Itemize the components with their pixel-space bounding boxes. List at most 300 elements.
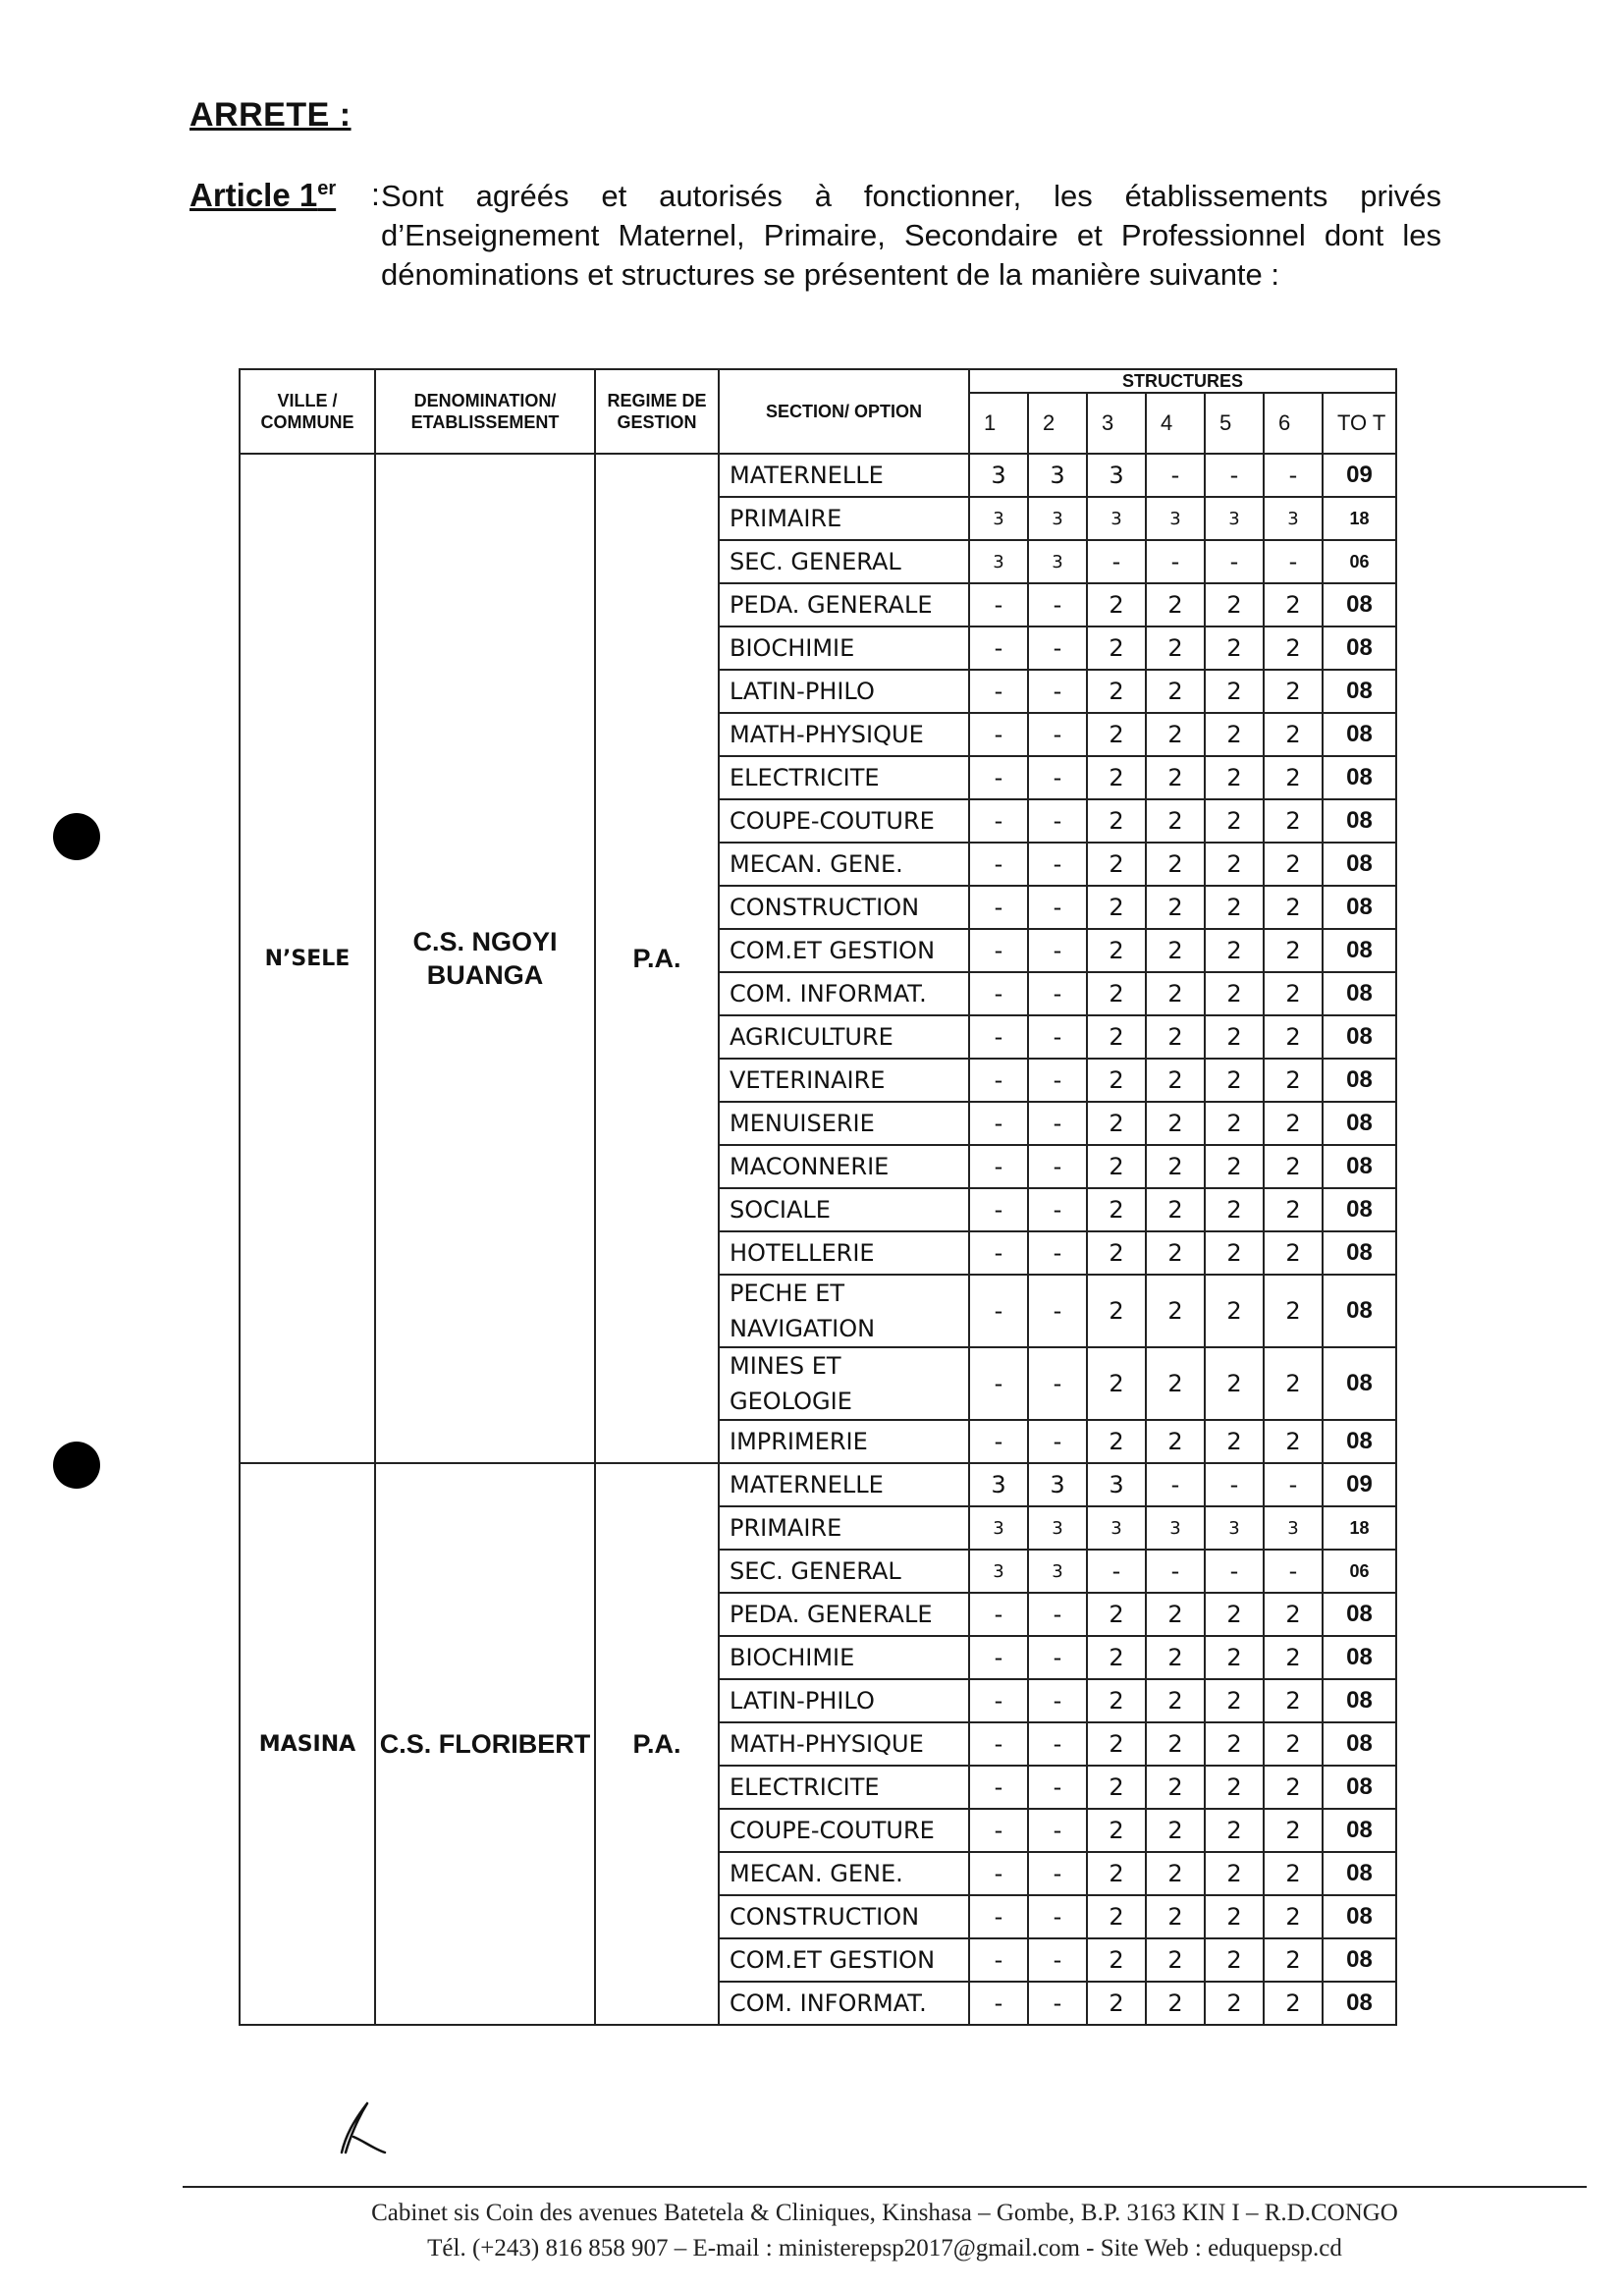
level-6-cell: 2	[1264, 1895, 1323, 1938]
level-1-cell: -	[969, 1145, 1028, 1188]
level-1-cell: -	[969, 1231, 1028, 1275]
level-5-cell: 2	[1205, 1275, 1264, 1347]
level-5-cell: 2	[1205, 1231, 1264, 1275]
commune-cell: MASINA	[240, 1463, 375, 2025]
level-4-cell: 2	[1146, 1145, 1205, 1188]
level-2-cell: -	[1028, 1852, 1087, 1895]
level-4-cell: 2	[1146, 626, 1205, 670]
header-regime: REGIME DE GESTION	[595, 369, 719, 454]
option-cell: MATERNELLE	[719, 454, 969, 497]
level-4-cell: 2	[1146, 1809, 1205, 1852]
level-4-cell: 2	[1146, 1895, 1205, 1938]
option-cell: MATH-PHYSIQUE	[719, 713, 969, 756]
total-cell: 08	[1323, 1015, 1396, 1059]
level-5-cell: 2	[1205, 1059, 1264, 1102]
level-4-cell: 3	[1146, 497, 1205, 540]
header-level-4: 4	[1146, 393, 1205, 454]
total-cell: 08	[1323, 713, 1396, 756]
level-6-cell: 2	[1264, 1015, 1323, 1059]
level-2-cell: -	[1028, 583, 1087, 626]
level-4-cell: 2	[1146, 1420, 1205, 1463]
level-1-cell: -	[969, 1938, 1028, 1982]
level-3-cell: 2	[1087, 843, 1146, 886]
level-5-cell: -	[1205, 1550, 1264, 1593]
option-cell: LATIN-PHILO	[719, 1679, 969, 1722]
table-row	[240, 1463, 1396, 1506]
level-5-cell: 2	[1205, 1420, 1264, 1463]
level-6-cell: 2	[1264, 1231, 1323, 1275]
total-cell: 08	[1323, 756, 1396, 799]
level-2-cell: -	[1028, 972, 1087, 1015]
level-2-cell: -	[1028, 1102, 1087, 1145]
level-3-cell: 2	[1087, 1347, 1146, 1420]
level-5-cell: 2	[1205, 929, 1264, 972]
level-2-cell: -	[1028, 1347, 1087, 1420]
level-1-cell: -	[969, 929, 1028, 972]
level-4-cell: -	[1146, 1463, 1205, 1506]
option-cell: COUPE-COUTURE	[719, 799, 969, 843]
level-4-cell: 2	[1146, 1636, 1205, 1679]
header-level-2: 2	[1028, 393, 1087, 454]
level-5-cell: 2	[1205, 626, 1264, 670]
level-6-cell: -	[1264, 1550, 1323, 1593]
level-3-cell: -	[1087, 540, 1146, 583]
level-4-cell: 2	[1146, 670, 1205, 713]
header-total: TO T	[1323, 393, 1396, 454]
total-cell: 09	[1323, 1463, 1396, 1506]
option-cell: VETERINAIRE	[719, 1059, 969, 1102]
level-3-cell: 3	[1087, 454, 1146, 497]
level-3-cell: 3	[1087, 1463, 1146, 1506]
level-1-cell: -	[969, 1059, 1028, 1102]
level-1-cell: -	[969, 1188, 1028, 1231]
option-cell: COM. INFORMAT.	[719, 972, 969, 1015]
level-1-cell: -	[969, 756, 1028, 799]
level-4-cell: 2	[1146, 1982, 1205, 2025]
level-6-cell: 2	[1264, 1420, 1323, 1463]
level-2-cell: -	[1028, 886, 1087, 929]
level-6-cell: 2	[1264, 1982, 1323, 2025]
total-cell: 08	[1323, 583, 1396, 626]
total-cell: 08	[1323, 1593, 1396, 1636]
level-2-cell: -	[1028, 756, 1087, 799]
level-5-cell: -	[1205, 540, 1264, 583]
level-5-cell: 2	[1205, 1982, 1264, 2025]
level-2-cell: -	[1028, 1593, 1087, 1636]
level-1-cell: -	[969, 670, 1028, 713]
level-1-cell: 3	[969, 1550, 1028, 1593]
level-6-cell: 2	[1264, 713, 1323, 756]
level-3-cell: 2	[1087, 1722, 1146, 1766]
total-cell: 08	[1323, 886, 1396, 929]
total-cell: 06	[1323, 1550, 1396, 1593]
level-4-cell: 2	[1146, 1766, 1205, 1809]
level-3-cell: 2	[1087, 1015, 1146, 1059]
option-cell: MENUISERIE	[719, 1102, 969, 1145]
level-4-cell: 3	[1146, 1506, 1205, 1550]
total-cell: 08	[1323, 843, 1396, 886]
punch-hole-top	[53, 813, 100, 860]
header-level-1: 1	[969, 393, 1028, 454]
level-4-cell: 2	[1146, 1231, 1205, 1275]
level-1-cell: 3	[969, 1463, 1028, 1506]
level-5-cell: 2	[1205, 972, 1264, 1015]
option-cell: BIOCHIMIE	[719, 626, 969, 670]
article-superscript: er	[317, 178, 337, 199]
total-cell: 08	[1323, 1722, 1396, 1766]
option-cell: SEC. GENERAL	[719, 1550, 969, 1593]
level-4-cell: 2	[1146, 583, 1205, 626]
total-cell: 08	[1323, 626, 1396, 670]
level-4-cell: 2	[1146, 843, 1205, 886]
level-4-cell: 2	[1146, 1938, 1205, 1982]
level-5-cell: 2	[1205, 1347, 1264, 1420]
total-cell: 08	[1323, 1766, 1396, 1809]
level-3-cell: 2	[1087, 929, 1146, 972]
option-cell: PEDA. GENERALE	[719, 583, 969, 626]
level-3-cell: 2	[1087, 1420, 1146, 1463]
total-cell: 08	[1323, 1420, 1396, 1463]
level-5-cell: 2	[1205, 843, 1264, 886]
level-3-cell: 2	[1087, 670, 1146, 713]
header-ville: VILLE / COMMUNE	[240, 369, 375, 454]
total-cell: 08	[1323, 972, 1396, 1015]
level-4-cell: 2	[1146, 1015, 1205, 1059]
level-5-cell: 2	[1205, 1188, 1264, 1231]
level-4-cell: 2	[1146, 972, 1205, 1015]
option-cell: IMPRIMERIE	[719, 1420, 969, 1463]
level-6-cell: 2	[1264, 929, 1323, 972]
establishment-cell: C.S. NGOYI BUANGA	[375, 454, 595, 1463]
establishment-cell: C.S. FLORIBERT	[375, 1463, 595, 2025]
level-5-cell: -	[1205, 454, 1264, 497]
level-2-cell: -	[1028, 929, 1087, 972]
total-cell: 06	[1323, 540, 1396, 583]
total-cell: 08	[1323, 1347, 1396, 1420]
commune-cell: N’SELE	[240, 454, 375, 1463]
total-cell: 08	[1323, 1679, 1396, 1722]
total-cell: 08	[1323, 1188, 1396, 1231]
total-cell: 08	[1323, 1982, 1396, 2025]
level-2-cell: -	[1028, 1015, 1087, 1059]
header-section: SECTION/ OPTION	[719, 369, 969, 454]
level-6-cell: 2	[1264, 1102, 1323, 1145]
level-2-cell: -	[1028, 1059, 1087, 1102]
level-5-cell: 2	[1205, 1809, 1264, 1852]
total-cell: 08	[1323, 1059, 1396, 1102]
total-cell: 18	[1323, 1506, 1396, 1550]
level-1-cell: -	[969, 1982, 1028, 2025]
level-3-cell: 2	[1087, 1938, 1146, 1982]
level-4-cell: 2	[1146, 1852, 1205, 1895]
level-1-cell: -	[969, 1679, 1028, 1722]
level-6-cell: 2	[1264, 1347, 1323, 1420]
level-3-cell: 2	[1087, 1679, 1146, 1722]
level-2-cell: 3	[1028, 1463, 1087, 1506]
level-2-cell: -	[1028, 1895, 1087, 1938]
option-cell: COM.ET GESTION	[719, 1938, 969, 1982]
level-6-cell: -	[1264, 540, 1323, 583]
level-2-cell: -	[1028, 1938, 1087, 1982]
level-6-cell: 2	[1264, 843, 1323, 886]
option-cell: COM. INFORMAT.	[719, 1982, 969, 2025]
level-3-cell: -	[1087, 1550, 1146, 1593]
level-3-cell: 2	[1087, 1766, 1146, 1809]
header-level-3: 3	[1087, 393, 1146, 454]
level-6-cell: 2	[1264, 1722, 1323, 1766]
level-3-cell: 2	[1087, 1895, 1146, 1938]
level-6-cell: 2	[1264, 972, 1323, 1015]
level-5-cell: 3	[1205, 1506, 1264, 1550]
option-cell: PEDA. GENERALE	[719, 1593, 969, 1636]
level-2-cell: -	[1028, 713, 1087, 756]
footer-address: Cabinet sis Coin des avenues Batetela & Cliniques, Kinshasa – Gombe, B.P. 3163 KIN I – R.D.CONGO	[371, 2200, 1398, 2226]
option-cell: MATH-PHYSIQUE	[719, 1722, 969, 1766]
article-body: Sont agréés et autorisés à fonctionner, les établissements privés d’Enseignement Maternel, Primaire, Secondaire et Professionnel dont les dénominations et structures se présentent de la manière suivante :	[381, 179, 1441, 292]
level-6-cell: 3	[1264, 1506, 1323, 1550]
level-6-cell: 2	[1264, 1145, 1323, 1188]
level-1-cell: -	[969, 972, 1028, 1015]
option-cell: BIOCHIMIE	[719, 1636, 969, 1679]
level-4-cell: 2	[1146, 1679, 1205, 1722]
level-5-cell: 2	[1205, 1852, 1264, 1895]
level-2-cell: -	[1028, 843, 1087, 886]
level-2-cell: -	[1028, 1636, 1087, 1679]
level-4-cell: 2	[1146, 799, 1205, 843]
option-cell: PECHE ET NAVIGATION	[719, 1275, 969, 1347]
level-3-cell: 2	[1087, 1852, 1146, 1895]
level-1-cell: -	[969, 1766, 1028, 1809]
level-3-cell: 2	[1087, 1231, 1146, 1275]
level-3-cell: 2	[1087, 713, 1146, 756]
option-cell: PRIMAIRE	[719, 497, 969, 540]
total-cell: 08	[1323, 1636, 1396, 1679]
total-cell: 09	[1323, 454, 1396, 497]
level-2-cell: -	[1028, 1188, 1087, 1231]
level-1-cell: -	[969, 583, 1028, 626]
option-cell: COM.ET GESTION	[719, 929, 969, 972]
level-2-cell: -	[1028, 1766, 1087, 1809]
level-6-cell: 2	[1264, 1766, 1323, 1809]
option-cell: MINES ET GEOLOGIE	[719, 1347, 969, 1420]
option-cell: ELECTRICITE	[719, 1766, 969, 1809]
level-1-cell: -	[969, 1636, 1028, 1679]
option-cell: HOTELLERIE	[719, 1231, 969, 1275]
level-1-cell: -	[969, 1722, 1028, 1766]
level-2-cell: 3	[1028, 1550, 1087, 1593]
footer-contact: Tél. (+243) 816 858 907 – E-mail : ministerepsp2017@gmail.com - Site Web : eduquepsp.cd	[427, 2235, 1342, 2261]
total-cell: 18	[1323, 497, 1396, 540]
option-cell: ELECTRICITE	[719, 756, 969, 799]
level-3-cell: 2	[1087, 1188, 1146, 1231]
level-3-cell: 2	[1087, 1059, 1146, 1102]
level-5-cell: 2	[1205, 799, 1264, 843]
level-2-cell: -	[1028, 1982, 1087, 2025]
level-5-cell: 2	[1205, 1636, 1264, 1679]
level-1-cell: -	[969, 1895, 1028, 1938]
level-1-cell: 3	[969, 540, 1028, 583]
total-cell: 08	[1323, 929, 1396, 972]
level-4-cell: 2	[1146, 1059, 1205, 1102]
level-5-cell: 2	[1205, 1722, 1264, 1766]
level-6-cell: 2	[1264, 1188, 1323, 1231]
level-6-cell: -	[1264, 1463, 1323, 1506]
level-6-cell: 2	[1264, 583, 1323, 626]
level-2-cell: 3	[1028, 1506, 1087, 1550]
level-5-cell: 2	[1205, 1895, 1264, 1938]
level-6-cell: 2	[1264, 886, 1323, 929]
level-3-cell: 2	[1087, 1593, 1146, 1636]
level-5-cell: -	[1205, 1463, 1264, 1506]
level-6-cell: 2	[1264, 1679, 1323, 1722]
level-1-cell: -	[969, 1275, 1028, 1347]
level-4-cell: 2	[1146, 1347, 1205, 1420]
total-cell: 08	[1323, 670, 1396, 713]
level-5-cell: 2	[1205, 670, 1264, 713]
level-4-cell: 2	[1146, 929, 1205, 972]
level-4-cell: -	[1146, 454, 1205, 497]
level-6-cell: 2	[1264, 1593, 1323, 1636]
level-4-cell: -	[1146, 1550, 1205, 1593]
option-cell: PRIMAIRE	[719, 1506, 969, 1550]
punch-hole-bottom	[53, 1442, 100, 1489]
level-3-cell: 2	[1087, 1275, 1146, 1347]
level-2-cell: -	[1028, 1722, 1087, 1766]
total-cell: 08	[1323, 1852, 1396, 1895]
level-3-cell: 2	[1087, 799, 1146, 843]
article-label	[189, 177, 336, 214]
level-6-cell: 2	[1264, 1852, 1323, 1895]
level-6-cell: 2	[1264, 756, 1323, 799]
level-2-cell: -	[1028, 626, 1087, 670]
level-5-cell: 2	[1205, 1015, 1264, 1059]
level-3-cell: 2	[1087, 1102, 1146, 1145]
initials-signature	[334, 2092, 393, 2160]
level-3-cell: 2	[1087, 1809, 1146, 1852]
header-denomination: DENOMINATION/ ETABLISSEMENT	[375, 369, 595, 454]
page-heading: ARRETE :	[189, 96, 352, 134]
level-2-cell: -	[1028, 670, 1087, 713]
level-5-cell: 2	[1205, 756, 1264, 799]
header-structures: STRUCTURES	[969, 369, 1396, 393]
level-1-cell: -	[969, 1809, 1028, 1852]
level-5-cell: 2	[1205, 1593, 1264, 1636]
level-4-cell: 2	[1146, 1275, 1205, 1347]
level-6-cell: 2	[1264, 670, 1323, 713]
level-4-cell: 2	[1146, 886, 1205, 929]
option-cell: SOCIALE	[719, 1188, 969, 1231]
level-2-cell: 3	[1028, 497, 1087, 540]
option-cell: MECAN. GENE.	[719, 1852, 969, 1895]
level-1-cell: -	[969, 1852, 1028, 1895]
level-1-cell: 3	[969, 1506, 1028, 1550]
level-2-cell: -	[1028, 799, 1087, 843]
option-cell: MACONNERIE	[719, 1145, 969, 1188]
level-3-cell: 3	[1087, 1506, 1146, 1550]
level-3-cell: 2	[1087, 1982, 1146, 2025]
level-6-cell: 2	[1264, 1275, 1323, 1347]
regime-cell: P.A.	[595, 1463, 719, 2025]
level-5-cell: 2	[1205, 886, 1264, 929]
level-2-cell: 3	[1028, 454, 1087, 497]
level-5-cell: 2	[1205, 1679, 1264, 1722]
level-3-cell: 3	[1087, 497, 1146, 540]
level-4-cell: 2	[1146, 1722, 1205, 1766]
level-4-cell: 2	[1146, 1188, 1205, 1231]
level-3-cell: 2	[1087, 756, 1146, 799]
level-2-cell: -	[1028, 1145, 1087, 1188]
table-row	[240, 454, 1396, 497]
header-level-5: 5	[1205, 393, 1264, 454]
option-cell: SEC. GENERAL	[719, 540, 969, 583]
level-1-cell: -	[969, 626, 1028, 670]
level-4-cell: 2	[1146, 756, 1205, 799]
level-3-cell: 2	[1087, 1636, 1146, 1679]
level-6-cell: 2	[1264, 1636, 1323, 1679]
level-6-cell: 2	[1264, 626, 1323, 670]
level-1-cell: -	[969, 1102, 1028, 1145]
footer-divider	[183, 2186, 1587, 2188]
level-6-cell: 2	[1264, 1938, 1323, 1982]
option-cell: MATERNELLE	[719, 1463, 969, 1506]
level-2-cell: -	[1028, 1809, 1087, 1852]
option-cell: MECAN. GENE.	[719, 843, 969, 886]
total-cell: 08	[1323, 1275, 1396, 1347]
table-body	[240, 454, 1396, 2025]
option-cell: CONSTRUCTION	[719, 1895, 969, 1938]
option-cell: LATIN-PHILO	[719, 670, 969, 713]
article-number: Article 1	[189, 177, 318, 213]
level-1-cell: -	[969, 1015, 1028, 1059]
level-5-cell: 2	[1205, 1145, 1264, 1188]
level-5-cell: 2	[1205, 1102, 1264, 1145]
level-1-cell: 3	[969, 454, 1028, 497]
level-2-cell: -	[1028, 1420, 1087, 1463]
structures-table	[239, 368, 1397, 2026]
level-1-cell: -	[969, 886, 1028, 929]
regime-cell: P.A.	[595, 454, 719, 1463]
level-2-cell: 3	[1028, 540, 1087, 583]
level-1-cell: -	[969, 1593, 1028, 1636]
level-3-cell: 2	[1087, 1145, 1146, 1188]
level-3-cell: 2	[1087, 886, 1146, 929]
level-4-cell: -	[1146, 540, 1205, 583]
level-6-cell: 2	[1264, 1059, 1323, 1102]
level-1-cell: -	[969, 1347, 1028, 1420]
total-cell: 08	[1323, 1809, 1396, 1852]
total-cell: 08	[1323, 1102, 1396, 1145]
level-2-cell: -	[1028, 1275, 1087, 1347]
total-cell: 08	[1323, 1145, 1396, 1188]
level-1-cell: -	[969, 799, 1028, 843]
level-3-cell: 2	[1087, 972, 1146, 1015]
level-4-cell: 2	[1146, 1102, 1205, 1145]
total-cell: 08	[1323, 1895, 1396, 1938]
level-1-cell: -	[969, 1420, 1028, 1463]
total-cell: 08	[1323, 1231, 1396, 1275]
level-4-cell: 2	[1146, 713, 1205, 756]
level-2-cell: -	[1028, 1679, 1087, 1722]
level-6-cell: 3	[1264, 497, 1323, 540]
level-4-cell: 2	[1146, 1593, 1205, 1636]
level-3-cell: 2	[1087, 583, 1146, 626]
level-5-cell: 2	[1205, 713, 1264, 756]
option-cell: COUPE-COUTURE	[719, 1809, 969, 1852]
level-6-cell: -	[1264, 454, 1323, 497]
level-5-cell: 2	[1205, 583, 1264, 626]
total-cell: 08	[1323, 799, 1396, 843]
level-5-cell: 2	[1205, 1766, 1264, 1809]
